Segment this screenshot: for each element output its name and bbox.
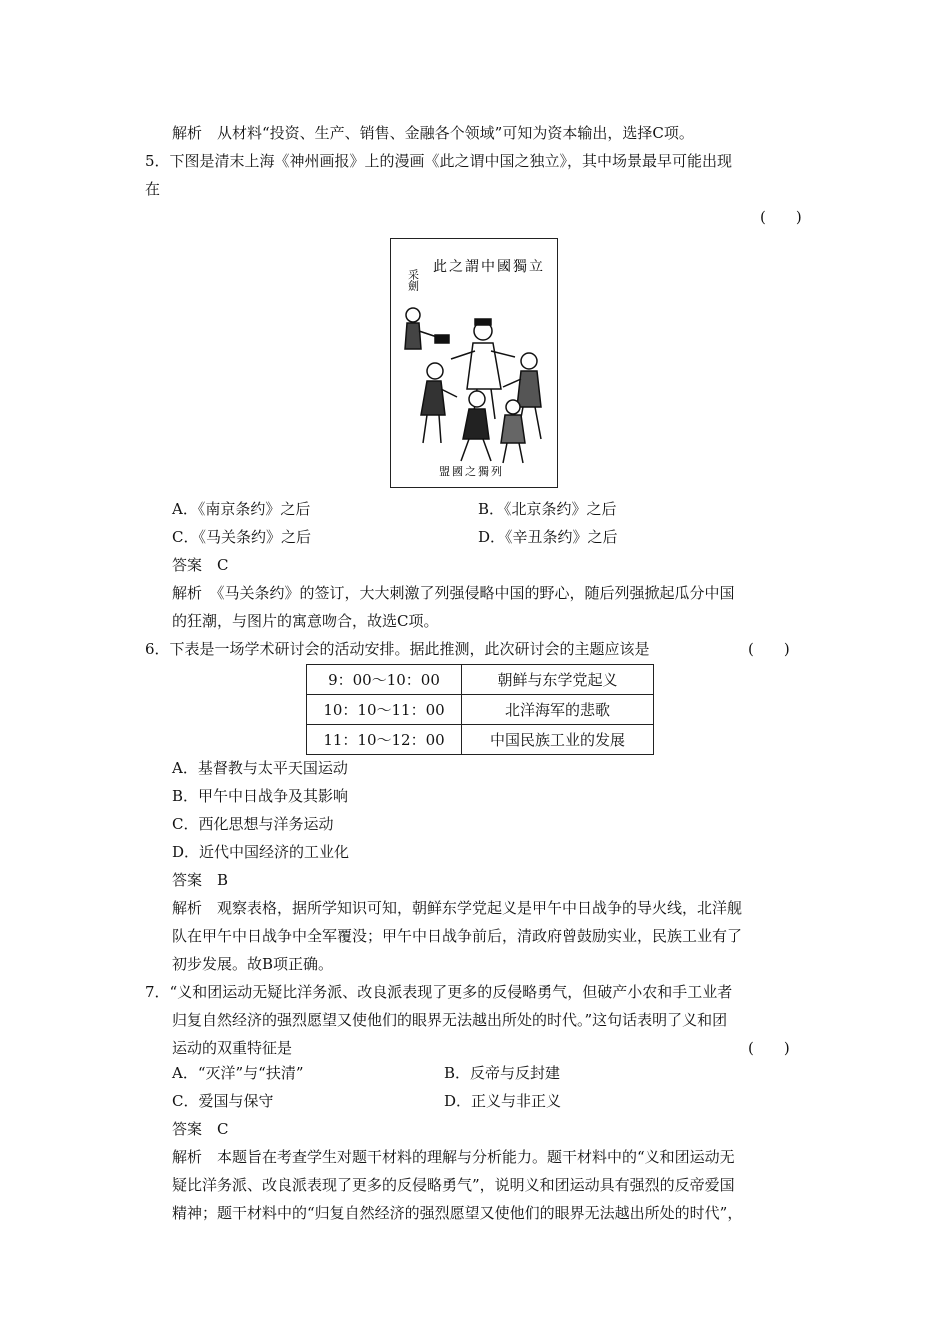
q7-option-c: C．爱国与保守 bbox=[172, 1092, 274, 1110]
schedule-event: 中国民族工业的发展 bbox=[462, 725, 654, 755]
schedule-event: 北洋海军的悲歌 bbox=[462, 695, 654, 725]
q5-stem-line2: 在 bbox=[145, 180, 161, 198]
schedule-time: 11：10～12：00 bbox=[307, 725, 462, 755]
q6-schedule-table bbox=[306, 664, 654, 755]
q5-option-b: B．《北京条约》之后 bbox=[478, 500, 617, 518]
q6-option-a: A．基督教与太平天国运动 bbox=[172, 759, 348, 777]
cartoon-caption: 盟國之獨列 bbox=[439, 465, 504, 478]
q6-answer-bracket: ( ) bbox=[748, 640, 790, 658]
q5-cartoon-image bbox=[390, 238, 558, 488]
q6-analysis-line1: 解析 观察表格，据所学知识可知，朝鲜东学党起义是甲午中日战争的导火线，北洋舰 bbox=[172, 899, 743, 917]
cartoon-signature: 采劍 bbox=[406, 269, 420, 291]
q7-stem-line2: 归复自然经济的强烈愿望又使他们的眼界无法越出所处的时代。”这句话表明了义和团 bbox=[172, 1011, 728, 1029]
q5-analysis-line1: 解析 《马关条约》的签订，大大刺激了列强侵略中国的野心，随后列强掀起瓜分中国 bbox=[172, 584, 735, 602]
q7-answer: 答案 C bbox=[172, 1120, 229, 1138]
q5-answer: 答案 C bbox=[172, 556, 229, 574]
cartoon-illustration bbox=[391, 239, 556, 486]
q7-answer-bracket: ( ) bbox=[748, 1039, 790, 1057]
q7-stem-line3: 运动的双重特征是 bbox=[172, 1039, 293, 1057]
q6-analysis-line3: 初步发展。故B项正确。 bbox=[172, 955, 334, 973]
schedule-event: 朝鲜与东学党起义 bbox=[462, 665, 654, 695]
q6-option-b: B．甲午中日战争及其影响 bbox=[172, 787, 349, 805]
q5-option-d: D．《辛丑条约》之后 bbox=[478, 528, 618, 546]
q6-stem: 6．下表是一场学术研讨会的活动安排。据此推测，此次研讨会的主题应该是 bbox=[145, 640, 650, 658]
q4-analysis: 解析 从材料“投资、生产、销售、金融各个领域”可知为资本输出，选择C项。 bbox=[172, 124, 694, 142]
cartoon-title: 此之謂中國獨立 bbox=[433, 259, 545, 275]
table-row bbox=[307, 725, 654, 755]
table-row bbox=[307, 665, 654, 695]
table-row bbox=[307, 695, 654, 725]
q6-option-c: C．西化思想与洋务运动 bbox=[172, 815, 334, 833]
q7-analysis-line2: 疑比洋务派、改良派表现了更多的反侵略勇气”，说明义和团运动具有强烈的反帝爱国 bbox=[172, 1176, 735, 1194]
q7-stem-line1: 7．“义和团运动无疑比洋务派、改良派表现了更多的反侵略勇气，但破产小农和手工业者 bbox=[145, 983, 733, 1001]
q7-option-d: D．正义与非正义 bbox=[444, 1092, 562, 1110]
q7-option-a: A．“灭洋”与“扶清” bbox=[172, 1064, 304, 1082]
q6-option-d: D．近代中国经济的工业化 bbox=[172, 843, 350, 861]
q5-option-a: A．《南京条约》之后 bbox=[172, 500, 311, 518]
q5-stem-line1: 5．下图是清末上海《神州画报》上的漫画《此之谓中国之独立》，其中场景最早可能出现 bbox=[145, 152, 733, 170]
q7-analysis-line1: 解析 本题旨在考查学生对题干材料的理解与分析能力。题干材料中的“义和团运动无 bbox=[172, 1148, 735, 1166]
q6-answer: 答案 B bbox=[172, 871, 229, 889]
q5-answer-bracket: ( ) bbox=[760, 208, 802, 226]
schedule-time: 9：00～10：00 bbox=[307, 665, 462, 695]
q6-analysis-line2: 队在甲午中日战争中全军覆没；甲午中日战争前后，清政府曾鼓励实业，民族工业有了 bbox=[172, 927, 743, 945]
q5-option-c: C．《马关条约》之后 bbox=[172, 528, 311, 546]
q5-analysis-line2: 的狂潮，与图片的寓意吻合，故选C项。 bbox=[172, 612, 439, 630]
schedule-time: 10：10～11：00 bbox=[307, 695, 462, 725]
q7-analysis-line3: 精神；题干材料中的“归复自然经济的强烈愿望又使他们的眼界无法越出所处的时代”， bbox=[172, 1204, 743, 1222]
q7-option-b: B．反帝与反封建 bbox=[444, 1064, 561, 1082]
